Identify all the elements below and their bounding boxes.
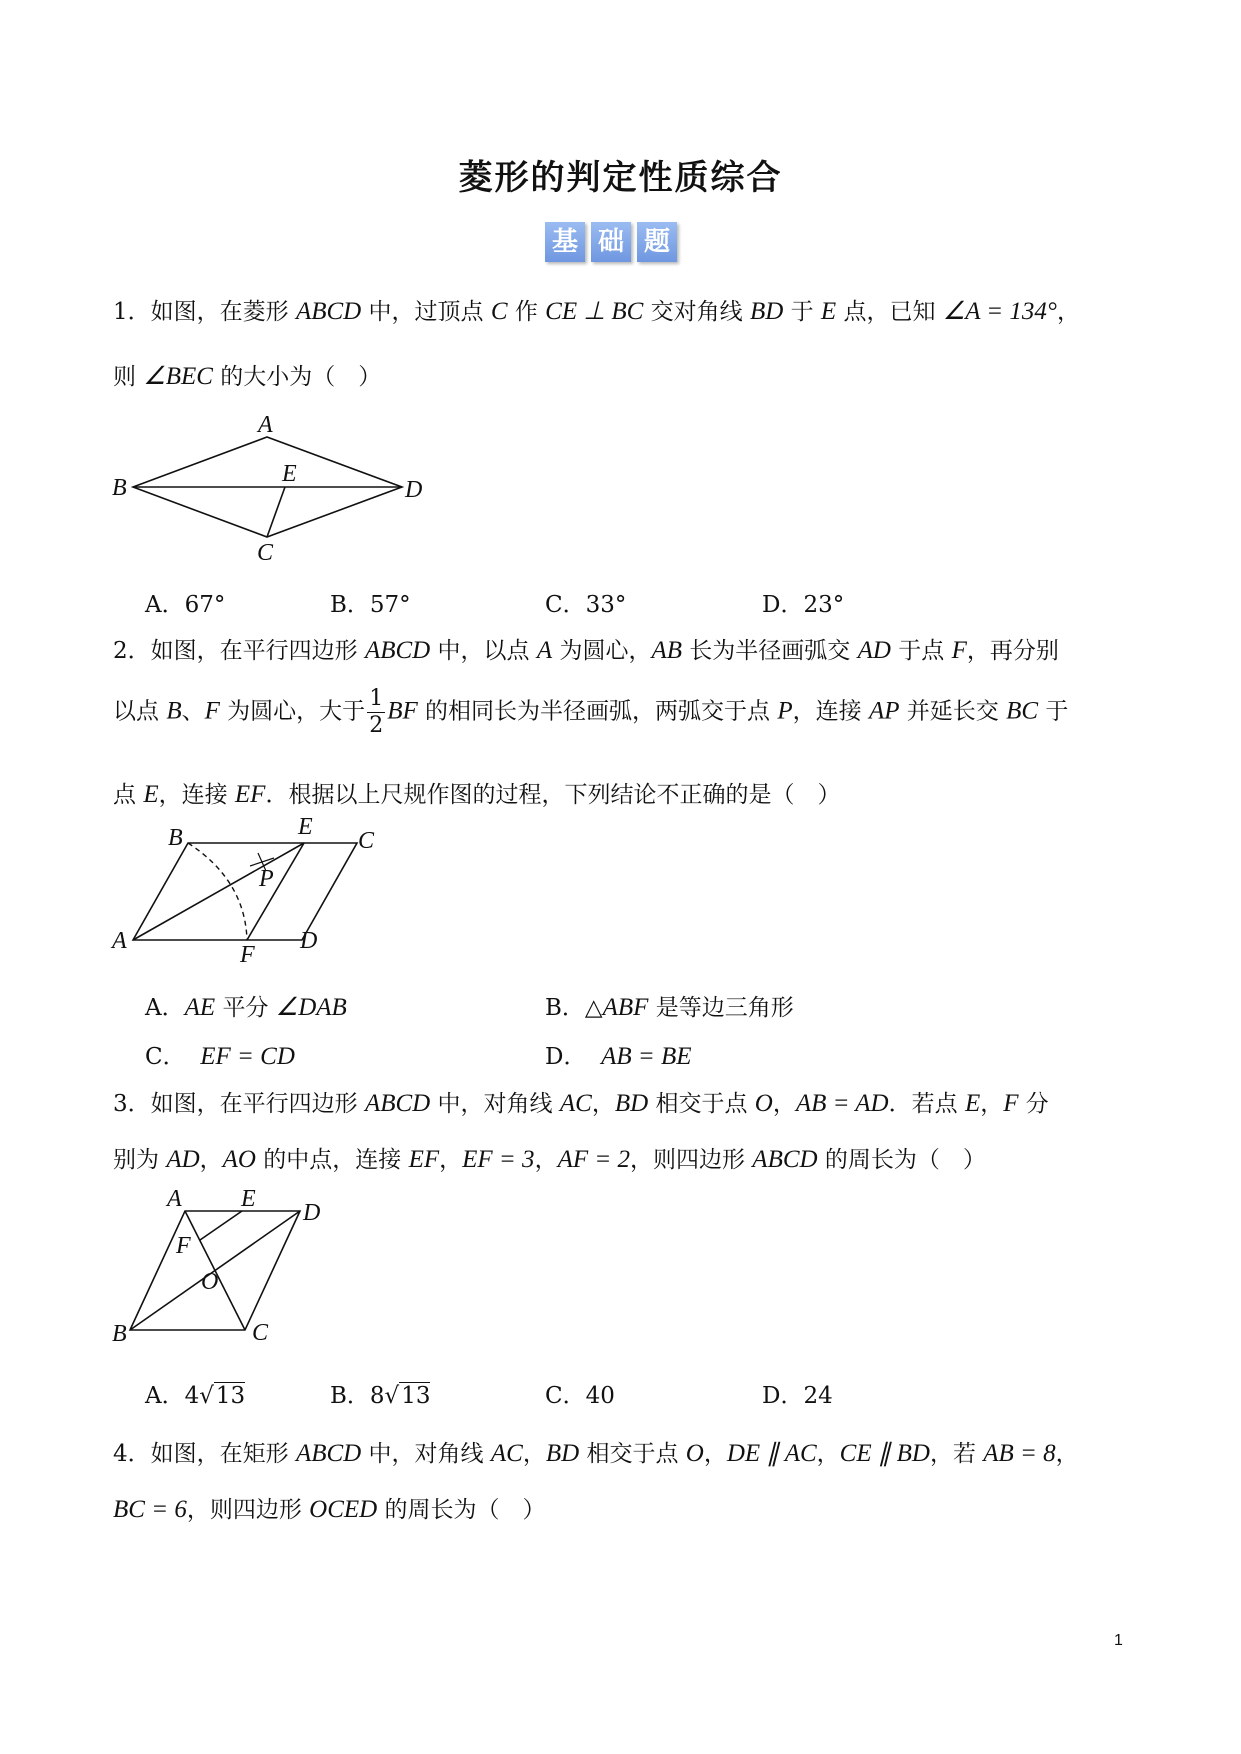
q1-text: 则 <box>113 364 144 390</box>
q3-text: 的周长为（ ） <box>817 1147 986 1173</box>
q2-text: 点 <box>113 782 144 808</box>
option-letter: D． <box>762 1383 804 1409</box>
q4-math: AC <box>490 1440 523 1467</box>
option-letter: B． <box>545 995 585 1021</box>
q3-math: AB = AD <box>795 1090 889 1117</box>
q2-text: 2．如图，在平行四边形 <box>113 638 365 664</box>
q2-text: 长为半径画弧交 <box>682 638 858 664</box>
q3-text: ， <box>439 1147 463 1173</box>
q3-label-D: D <box>303 1200 321 1226</box>
q2-text: 是等边三角形 <box>648 995 794 1021</box>
q2-math: AE <box>184 994 216 1021</box>
q3-math: AO <box>222 1146 256 1173</box>
q3-text: ， <box>772 1091 796 1117</box>
q1-text: 中，过顶点 <box>361 299 491 325</box>
q1-math: CE ⊥ BC <box>545 298 644 325</box>
q2-text: 中，以点 <box>430 638 537 664</box>
q3-math: EF = 3 <box>462 1146 535 1173</box>
q2-math: B <box>166 697 182 725</box>
q1-text: 点，已知 <box>836 299 943 325</box>
q2-math: A <box>536 637 553 664</box>
option-letter: A． <box>145 1383 185 1409</box>
q1-text: 1．如图，在菱形 <box>113 299 296 325</box>
q2-label-A: A <box>112 928 127 954</box>
q2-label-E: E <box>298 814 313 840</box>
q3-math: O <box>754 1090 773 1117</box>
q2-text: 平分 <box>215 995 276 1021</box>
q2-math: E <box>143 781 159 808</box>
sqrt-radicand: 13 <box>215 1383 246 1409</box>
q1-label-E: E <box>282 461 297 487</box>
q2-text: 、 <box>181 698 205 725</box>
q3-text: ．若点 <box>888 1091 965 1117</box>
q1-text: 的大小为（ ） <box>212 364 382 390</box>
q2-text: 于点 <box>890 638 952 664</box>
q2-math: BF <box>387 697 418 725</box>
q3-text: ， <box>199 1147 223 1173</box>
q1-math: C <box>490 298 508 325</box>
q3-text: ， <box>534 1147 558 1173</box>
q3-math: ABCD <box>752 1146 818 1173</box>
q4-text: ， <box>522 1441 546 1467</box>
q4-math: CE ∥ BD <box>839 1440 930 1467</box>
q3-text: 的中点，连接 <box>255 1147 409 1173</box>
q4-math: BC = 6 <box>113 1496 187 1523</box>
fraction-numerator: 1 <box>369 686 384 711</box>
q4-text: 4．如图，在矩形 <box>113 1441 296 1467</box>
q4-text: ，若 <box>929 1441 984 1467</box>
q3-text: 分 <box>1018 1091 1049 1117</box>
q4-math: BD <box>545 1440 580 1467</box>
q3-math: EF <box>408 1146 440 1173</box>
q2-math: F <box>204 697 220 725</box>
q4-text: ， <box>703 1441 727 1467</box>
q2-math: AD <box>857 637 891 664</box>
q3-math: F <box>1003 1090 1019 1117</box>
q4-text: ， <box>1055 1441 1079 1467</box>
q2-math: AP <box>868 697 900 725</box>
q2-math: EF = CD <box>200 1043 295 1070</box>
q2-text: 并延长交 <box>899 698 1007 725</box>
q2-label-B: B <box>168 825 183 851</box>
badge-char-1: 基 <box>545 222 585 262</box>
q1-math: ABCD <box>295 298 362 325</box>
q2-text: ，再分别 <box>966 638 1059 664</box>
page-number: 1 <box>1114 1632 1123 1649</box>
q4-text: 相交于点 <box>579 1441 686 1467</box>
q2-text: 于 <box>1038 698 1069 725</box>
q2-text: 为圆心，大于 <box>219 698 366 725</box>
q3-math: AC <box>559 1090 592 1117</box>
sqrt-icon: √ <box>199 1383 214 1409</box>
q1-math: E <box>820 298 837 325</box>
q2-text: 以点 <box>113 698 167 725</box>
q1-math: ∠BEC <box>143 363 213 390</box>
q2-math: P <box>777 697 793 725</box>
q3-option-c <box>545 1377 615 1410</box>
q1-text: 于 <box>783 299 821 325</box>
q2-text: 为圆心， <box>552 638 652 664</box>
q2-math: F <box>951 637 967 664</box>
q3-option-d <box>762 1377 833 1410</box>
q4-math: O <box>685 1440 704 1467</box>
q1-text: ， <box>1056 299 1080 325</box>
q4-math: AB = 8 <box>983 1440 1056 1467</box>
option-letter: C． <box>145 1044 186 1070</box>
q1-text: 交对角线 <box>643 299 750 325</box>
sqrt-coefficient: 4 <box>184 1383 200 1409</box>
q3-text: ， <box>591 1091 615 1117</box>
q2-math: BC <box>1006 697 1039 725</box>
option-letter: B． <box>330 1383 370 1409</box>
q1-option-b: B．57° <box>330 592 411 618</box>
option-letter: A． <box>145 995 185 1021</box>
q3-label-O: O <box>201 1269 219 1295</box>
q1-option-d: D．23° <box>762 592 845 618</box>
q4-text: ， <box>816 1441 840 1467</box>
option-value: 24 <box>803 1383 833 1409</box>
q4-math: ABCD <box>295 1440 362 1467</box>
q2-math: ABCD <box>364 637 431 664</box>
q3-label-C: C <box>252 1320 269 1346</box>
q1-option-a: A．67° <box>145 592 226 618</box>
q2-text: △ <box>584 995 603 1021</box>
fraction-denominator: 2 <box>369 713 384 738</box>
q2-text: 的相同长为半径画弧，两弧交于点 <box>417 698 778 725</box>
sqrt-icon: √ <box>384 1383 400 1409</box>
q3-math: E <box>964 1090 981 1117</box>
q3-label-A: A <box>167 1186 182 1212</box>
page-title: 菱形的判定性质综合 <box>458 158 783 198</box>
q3-math: BD <box>614 1090 649 1117</box>
sqrt-radicand: 13 <box>401 1383 431 1409</box>
q2-label-D: D <box>300 928 318 954</box>
q4-text: ，则四边形 <box>186 1497 310 1523</box>
q2-label-P: P <box>259 866 274 892</box>
q4-line-2 <box>113 1491 546 1524</box>
option-value: 40 <box>585 1383 615 1409</box>
q1-math: ∠A = 134° <box>942 298 1057 325</box>
q3-text: 中，对角线 <box>430 1091 560 1117</box>
q3-text: ，则四边形 <box>629 1147 753 1173</box>
q4-line-1 <box>113 1435 1079 1468</box>
q2-math: EF <box>234 781 266 808</box>
q3-option-b <box>330 1377 430 1410</box>
option-letter: C． <box>545 1383 586 1409</box>
q4-math: DE ∥ AC <box>726 1440 817 1467</box>
q1-math: BD <box>749 298 784 325</box>
q4-text: 的周长为（ ） <box>377 1497 546 1523</box>
q3-label-F: F <box>176 1233 191 1259</box>
q2-text: ，连接 <box>158 782 235 808</box>
badge-char-2: 础 <box>591 222 631 262</box>
q3-math: AD <box>166 1146 200 1173</box>
q2-text: ，连接 <box>792 698 869 725</box>
q3-text: 别为 <box>113 1147 167 1173</box>
q3-option-a <box>145 1377 245 1410</box>
option-letter: D． <box>545 1044 587 1070</box>
q3-label-B: B <box>112 1321 127 1347</box>
q2-text: ．根据以上尺规作图的过程，下列结论不正确的是（ ） <box>265 782 841 808</box>
q3-text: 相交于点 <box>648 1091 755 1117</box>
q1-label-C: C <box>257 540 274 566</box>
q2-math: ABF <box>602 994 649 1021</box>
q1-label-A: A <box>258 412 273 438</box>
q4-text: 中，对角线 <box>361 1441 491 1467</box>
q2-label-C: C <box>358 828 375 854</box>
q2-math: ∠DAB <box>275 994 347 1021</box>
q1-text: 作 <box>507 299 546 325</box>
q2-math: AB <box>651 637 682 664</box>
q2-label-F: F <box>240 942 255 968</box>
q1-option-c: C．33° <box>545 592 627 618</box>
q3-label-E: E <box>241 1186 256 1212</box>
sqrt-coefficient: 8 <box>369 1383 385 1409</box>
q3-math: ABCD <box>364 1090 431 1117</box>
q2-math: AB = BE <box>601 1043 692 1070</box>
q4-math: OCED <box>309 1496 378 1523</box>
q3-math: AF = 2 <box>557 1146 630 1173</box>
q1-label-B: B <box>112 475 127 501</box>
q3-text: 3．如图，在平行四边形 <box>113 1091 365 1117</box>
q3-text: ， <box>980 1091 1004 1117</box>
q1-label-D: D <box>405 477 423 503</box>
badge-char-3: 题 <box>637 222 677 262</box>
